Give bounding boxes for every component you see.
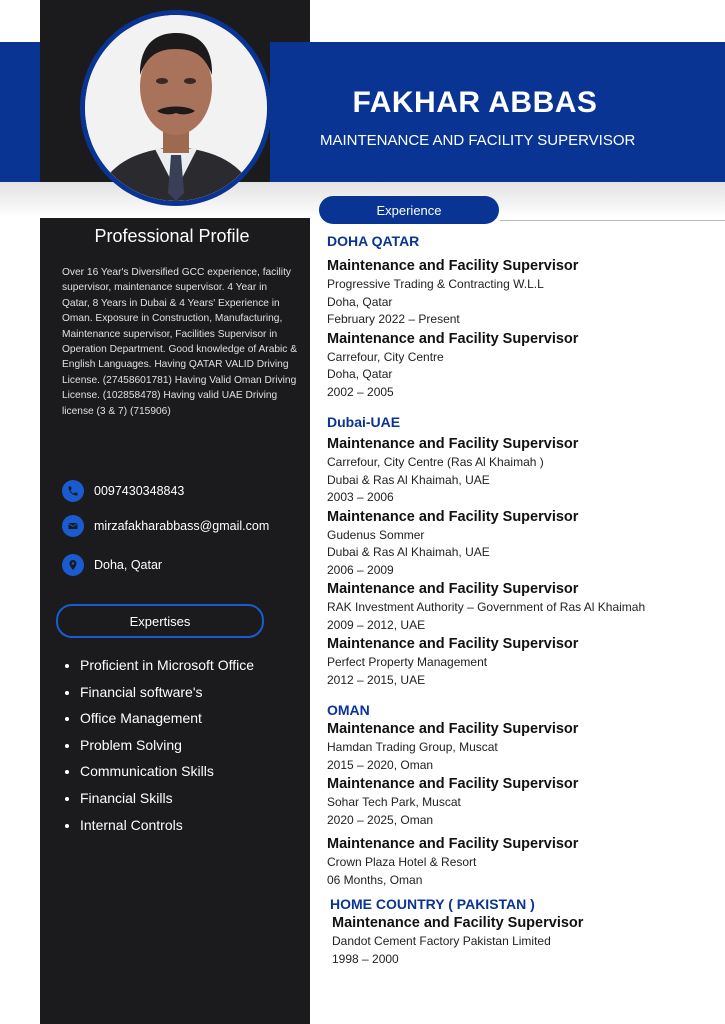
job-period: 2012 – 2015, UAE	[327, 672, 426, 687]
contact-email	[62, 515, 269, 537]
job-role: Maintenance and Facility Supervisor	[327, 636, 579, 652]
skill-item: • Proficient in Microsoft Office	[80, 652, 254, 679]
candidate-name: FAKHAR ABBAS	[352, 86, 598, 119]
job-company: Carrefour, City Centre	[327, 349, 444, 364]
job-role: Maintenance and Facility Supervisor	[327, 581, 579, 597]
job-period: 2006 – 2009	[327, 562, 394, 577]
skill-item: • Communication Skills	[80, 758, 254, 785]
section-heading: HOME COUNTRY ( PAKISTAN )	[330, 896, 535, 912]
skill-item: • Problem Solving	[80, 732, 254, 759]
location-pin-icon	[62, 554, 84, 576]
job-company: Sohar Tech Park, Muscat	[327, 795, 461, 809]
job-company: RAK Investment Authority – Government of Ras Al Khaimah	[327, 600, 646, 614]
contact-location	[62, 554, 162, 576]
email-address[interactable]: mirzafakharabbass@gmail.com	[94, 519, 270, 533]
job-role: Maintenance and Facility Supervisor	[327, 508, 579, 525]
section-heading: DOHA QATAR	[327, 233, 420, 249]
job-role: Maintenance and Facility Supervisor	[327, 258, 579, 274]
experience-heading: Experience	[319, 196, 499, 224]
job-location: Doha, Qatar	[327, 294, 393, 309]
phone-number[interactable]: 0097430348843	[94, 484, 185, 498]
profile-photo	[80, 10, 272, 206]
skills-list	[62, 652, 254, 838]
job-period: February 2022 – Present	[327, 312, 460, 326]
job-location: Dubai & Ras Al Khaimah, UAE	[327, 472, 490, 487]
job-period: 2009 – 2012, UAE	[327, 617, 426, 632]
phone-icon	[62, 480, 84, 502]
job-period: 2002 – 2005	[327, 384, 394, 399]
experience-list	[327, 232, 717, 968]
job-period: 06 Months, Oman	[327, 872, 423, 887]
skill-item: • Internal Controls	[80, 812, 254, 839]
candidate-title: MAINTENANCE AND FACILITY SUPERVISOR	[320, 132, 636, 149]
job-period: 2015 – 2020, Oman	[327, 757, 434, 772]
job-company: Carrefour, City Centre (Ras Al Khaimah )	[327, 455, 544, 469]
skill-item: • Financial software's	[80, 679, 254, 706]
job-company: Perfect Property Management	[327, 655, 488, 669]
location-text: Doha, Qatar	[94, 558, 163, 572]
job-role: Maintenance and Facility Supervisor	[327, 721, 579, 737]
section-heading: Dubai-UAE	[327, 414, 401, 430]
job-period: 1998 – 2000	[332, 951, 399, 966]
email-icon	[62, 515, 84, 537]
profile-heading: Professional Profile	[94, 226, 250, 246]
job-location: Doha, Qatar	[327, 367, 393, 381]
job-period: 2003 – 2006	[327, 490, 394, 504]
job-role: Maintenance and Facility Supervisor	[332, 915, 584, 931]
skill-item: • Financial Skills	[80, 785, 254, 812]
job-role: Maintenance and Facility Supervisor	[327, 436, 579, 452]
job-company: Progressive Trading & Contracting W.L.L	[327, 277, 544, 291]
job-company: Hamdan Trading Group, Muscat	[327, 740, 498, 754]
contact-phone	[62, 480, 184, 502]
skill-item: • Office Management	[80, 705, 254, 732]
job-role: Maintenance and Facility Supervisor	[327, 836, 579, 852]
job-role: Maintenance and Facility Supervisor	[327, 776, 579, 792]
section-heading: OMAN	[327, 702, 370, 718]
job-role: Maintenance and Facility Supervisor	[327, 330, 579, 347]
job-location: Dubai & Ras Al Khaimah, UAE	[327, 545, 490, 559]
job-company: Gudenus Sommer	[327, 527, 425, 542]
header-banner-left	[0, 42, 40, 182]
job-company: Crown Plaza Hotel & Resort	[327, 855, 477, 869]
profile-summary: Over 16 Year's Diversified GCC experience, facility supervisor, maintenance supervisor. 4 Year in Qatar, 8 Years in Dubai & 4 Years' Experience in Oman. Exposure in Construction, Manufacturing, Maintenance supervisor, Facilities Supervisor in Operation Department. Good knowledge of Arabic & English Languages. Having QATAR VALID Driving License. (27458601781) Having Valid Oman Driving License. (102858478) Having valid UAE Driving license (3 & 7) (715906)	[62, 267, 298, 417]
expertises-heading: Expertises	[56, 604, 264, 638]
job-period: 2020 – 2025, Oman	[327, 812, 434, 827]
portrait-image	[85, 15, 267, 201]
job-company: Dandot Cement Factory Pakistan Limited	[332, 934, 551, 948]
experience-divider	[500, 220, 725, 221]
